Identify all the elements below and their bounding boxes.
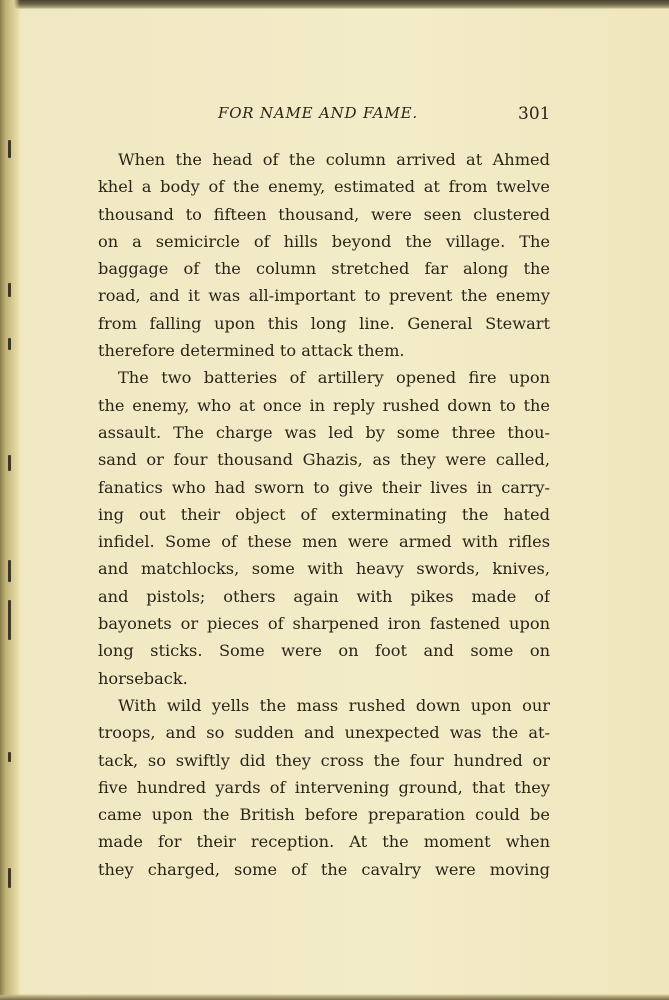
paragraph (98, 146, 550, 364)
text-line: on a semicircle of hills beyond the village. The (98, 231, 550, 251)
margin-mark (8, 455, 11, 471)
paragraph (98, 364, 550, 692)
text-line: road, and it was all-important to prevent the enemy (98, 286, 550, 306)
text-line: bayonets or pieces of sharpened iron fastened upon (98, 614, 550, 634)
text-line: long sticks. Some were on foot and some on (98, 641, 550, 661)
text-line: made for their reception. At the moment when (98, 832, 550, 852)
text-line: assault. The charge was led by some three thou- (98, 422, 550, 442)
margin-mark (8, 140, 11, 158)
running-title: FOR NAME AND FAME. (218, 104, 418, 122)
margin-mark (8, 560, 11, 582)
body-text (98, 146, 550, 883)
text-line: tack, so swiftly did they cross the four hundred or (98, 750, 550, 770)
text-line: ing out their object of exterminating the hated (98, 504, 550, 524)
text-line: sand or four thousand Ghazis, as they were called, (98, 450, 550, 470)
text-line: came upon the British before preparation could be (98, 805, 550, 825)
page-number: 301 (518, 104, 551, 124)
page-top-edge (0, 0, 669, 9)
text-line: therefore determined to attack them. (98, 341, 405, 361)
text-line: thousand to fifteen thousand, were seen clustered (98, 204, 550, 224)
text-line: The two batteries of artillery opened fire upon (118, 368, 550, 388)
text-line: khel a body of the enemy, estimated at from twelve (98, 177, 550, 197)
paragraph (98, 692, 550, 883)
text-line: When the head of the column arrived at Ahmed (118, 150, 550, 169)
text-line: horseback. (98, 668, 188, 688)
text-line: fanatics who had sworn to give their lives in carry- (98, 477, 550, 497)
margin-mark (8, 338, 11, 350)
page-header (0, 100, 669, 130)
text-line: infidel. Some of these men were armed with rifles (98, 532, 550, 552)
text-line: from falling upon this long line. General Stewart (98, 313, 550, 333)
margin-mark (8, 752, 11, 762)
margin-mark (8, 600, 11, 640)
text-line: troops, and so sudden and unexpected was the at- (98, 723, 550, 743)
text-line: five hundred yards of intervening ground, that they (98, 777, 550, 797)
text-line: the enemy, who at once in reply rushed down to the (98, 395, 550, 415)
text-line: and matchlocks, some with heavy swords, knives, (98, 559, 550, 579)
margin-mark (8, 283, 11, 297)
text-line: and pistols; others again with pikes made of (98, 586, 550, 606)
margin-mark (8, 868, 11, 888)
text-line: baggage of the column stretched far along the (98, 259, 550, 279)
page-bottom-edge (0, 994, 669, 1000)
text-line: they charged, some of the cavalry were moving (98, 859, 550, 879)
text-line: With wild yells the mass rushed down upon our (118, 695, 550, 715)
